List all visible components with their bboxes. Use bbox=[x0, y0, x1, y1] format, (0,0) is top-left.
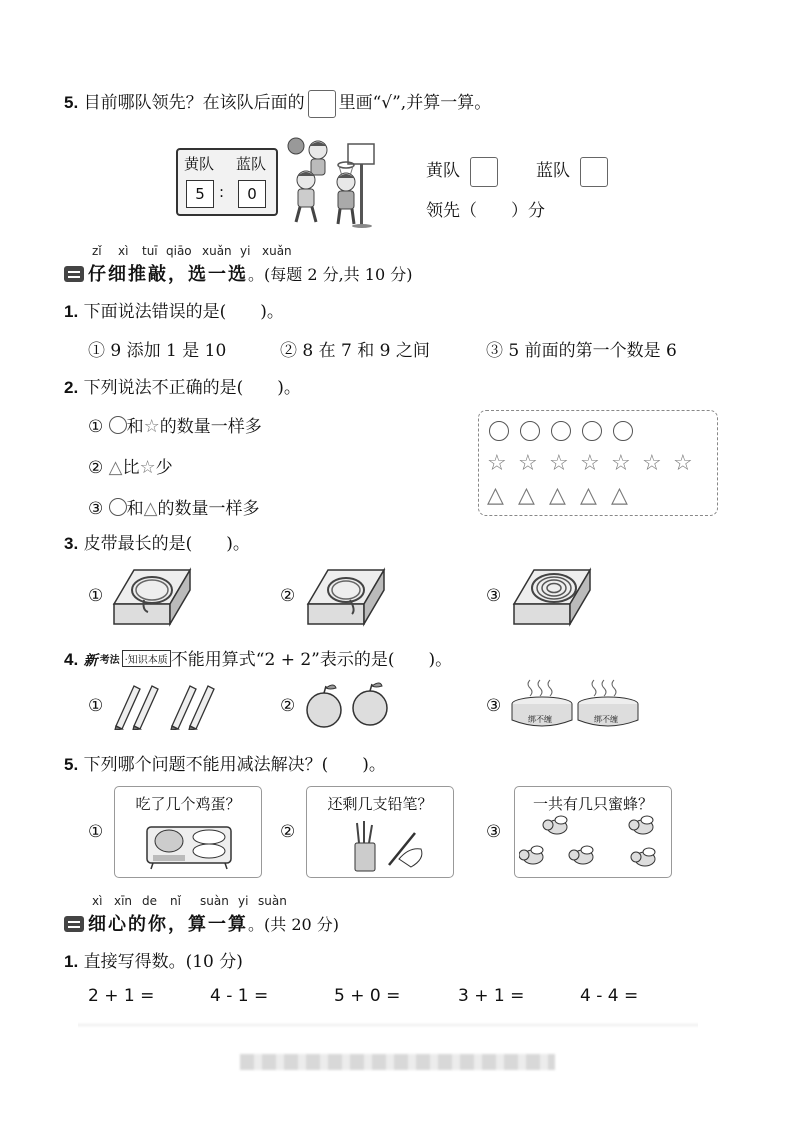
triangle-icon: △ bbox=[143, 498, 158, 519]
star-icon: ☆ bbox=[673, 451, 693, 476]
s1q2-opt1-and: 和 bbox=[126, 417, 144, 437]
belt-box-2 bbox=[306, 560, 386, 628]
s1q5-text: 下列哪个问题不能用减法解决？( )。 bbox=[83, 755, 386, 775]
s1q3-mark-3[interactable]: ③ bbox=[486, 586, 502, 606]
q5-text-before: 目前哪队领先？在该队后面的 bbox=[83, 93, 305, 113]
calc-expr-2[interactable]: 4 - 1 = bbox=[210, 986, 269, 1006]
panel-bees bbox=[514, 786, 672, 878]
panel-pencils-title: 还剩几支铅笔？ bbox=[327, 795, 433, 813]
s1q1-text: 下面说法错误的是( )。 bbox=[83, 302, 284, 322]
badge-knowledge: ·知识本质 bbox=[122, 650, 171, 667]
scoreboard bbox=[176, 148, 278, 216]
q5-number: 5. bbox=[64, 93, 79, 112]
s2q1-number: 1. bbox=[64, 952, 79, 971]
s1q4-mark-3[interactable]: ③ bbox=[486, 696, 502, 716]
pencil-cup-icon bbox=[345, 819, 429, 873]
s1q2-number: 2. bbox=[64, 378, 79, 397]
bowls-illustration bbox=[510, 676, 642, 732]
yellow-team-label: 黄队 bbox=[426, 161, 460, 181]
panel-bees-title: 一共有几只蜜蜂？ bbox=[532, 795, 653, 813]
s1q3-number: 3. bbox=[64, 534, 79, 553]
s1q2-line bbox=[64, 373, 301, 398]
apples-illustration bbox=[302, 680, 392, 730]
triangle-icon: △ bbox=[487, 483, 504, 508]
pinyin-7: suàn bbox=[258, 894, 287, 908]
calc-expr-4[interactable]: 3 + 1 = bbox=[458, 986, 525, 1006]
section2-title bbox=[64, 910, 339, 936]
calc-expr-3[interactable]: 5 + 0 = bbox=[334, 986, 401, 1006]
s1q4-mark-2[interactable]: ② bbox=[280, 696, 296, 716]
scoreboard-score-blue: 0 bbox=[238, 180, 266, 208]
faded-row-divider bbox=[78, 1022, 698, 1028]
pinyin-7: xuǎn bbox=[262, 244, 292, 258]
triangle-icon: △ bbox=[518, 483, 535, 508]
triangle-icon: △ bbox=[611, 483, 628, 508]
bowl-label-2: 绑不缠 bbox=[594, 715, 618, 724]
calc-expr-5[interactable]: 4 - 4 = bbox=[580, 986, 639, 1006]
pinyin-5: suàn bbox=[200, 894, 229, 908]
belt-box-1 bbox=[112, 560, 192, 628]
scoreboard-team-blue: 蓝队 bbox=[236, 155, 267, 173]
s1q4-line bbox=[64, 645, 452, 670]
circle-icon bbox=[489, 421, 509, 441]
section-list-icon bbox=[64, 916, 84, 932]
s1q2-option-1[interactable] bbox=[88, 412, 262, 437]
circle-icon bbox=[551, 421, 571, 441]
blue-team-row bbox=[536, 156, 608, 187]
s1q4-number: 4. bbox=[64, 650, 79, 669]
s1q5-mark-2[interactable]: ② bbox=[280, 822, 296, 842]
s1q2-opt1-tail: 的数量一样多 bbox=[159, 417, 262, 437]
circle-icon bbox=[109, 416, 127, 434]
panel-eggs-title: 吃了几个鸡蛋？ bbox=[135, 795, 241, 813]
pinyin-3: de bbox=[142, 894, 157, 908]
section-list-icon bbox=[64, 266, 84, 282]
s1q1-option-2[interactable]: ② 8 在 7 和 9 之间 bbox=[280, 341, 430, 361]
shapes-count-box bbox=[478, 410, 718, 516]
egg-tray-icon bbox=[143, 821, 235, 871]
lead-points-text[interactable]: 领先（ ）分 bbox=[426, 201, 545, 221]
bowl-label-1: 绑不缠 bbox=[528, 715, 552, 724]
star-icon: ☆ bbox=[143, 416, 160, 437]
panel-pencils bbox=[306, 786, 454, 878]
blue-team-check-box[interactable] bbox=[580, 157, 608, 187]
s1q3-line bbox=[64, 529, 250, 554]
s1q2-opt3-mark: ③ bbox=[88, 499, 104, 519]
s1q1-line bbox=[64, 297, 284, 322]
scoreboard-team-yellow: 黄队 bbox=[184, 155, 215, 173]
pencils-illustration bbox=[112, 680, 216, 730]
pinyin-6: yi bbox=[240, 244, 251, 258]
circle-icon bbox=[109, 498, 127, 516]
s1q5-mark-3[interactable]: ③ bbox=[486, 822, 502, 842]
star-icon: ☆ bbox=[642, 451, 662, 476]
pinyin-6: yi bbox=[238, 894, 249, 908]
scoreboard-colon: : bbox=[219, 183, 225, 201]
scoreboard-score-yellow: 5 bbox=[186, 180, 214, 208]
s1q2-opt2-than: 比 bbox=[122, 458, 140, 478]
pinyin-2: xīn bbox=[114, 894, 133, 908]
s2q1-line bbox=[64, 947, 243, 972]
basketball-players-illustration bbox=[284, 132, 392, 228]
triangle-icon: △ bbox=[580, 483, 597, 508]
section1-title-text: 仔细推敲，选一选 bbox=[88, 264, 248, 285]
circle-icon bbox=[613, 421, 633, 441]
s1q2-opt3-and: 和 bbox=[126, 499, 144, 519]
badge-exam-method: 考法 bbox=[99, 655, 120, 666]
pinyin-2: xì bbox=[118, 244, 129, 258]
belt-box-3 bbox=[512, 560, 592, 628]
bees-icon bbox=[519, 815, 667, 875]
s1q1-option-3[interactable]: ③ 5 前面的第一个数是 6 bbox=[486, 341, 677, 361]
footer-blurred-bar bbox=[240, 1054, 555, 1070]
star-icon: ☆ bbox=[487, 451, 507, 476]
s1q4-mark-1[interactable]: ① bbox=[88, 696, 104, 716]
s1q2-option-3[interactable] bbox=[88, 494, 260, 519]
circle-icon bbox=[582, 421, 602, 441]
pinyin-1: xì bbox=[92, 894, 103, 908]
section2-title-text: 细心的你，算一算 bbox=[88, 914, 248, 935]
s1q2-text: 下列说法不正确的是( )。 bbox=[83, 378, 301, 398]
pinyin-3: tuī bbox=[142, 244, 158, 258]
s1q5-line bbox=[64, 750, 386, 775]
s1q2-opt2-mark: ② bbox=[88, 458, 104, 478]
q5-text-after: 里画“√”,并算一算。 bbox=[338, 93, 492, 113]
pinyin-4: nǐ bbox=[170, 894, 181, 908]
calc-expr-1[interactable]: 2 + 1 = bbox=[88, 986, 155, 1006]
s1q5-number: 5. bbox=[64, 755, 79, 774]
s2q1-text: 直接写得数。(10 分) bbox=[83, 952, 243, 972]
blue-team-label: 蓝队 bbox=[536, 161, 570, 181]
s1q5-mark-1[interactable]: ① bbox=[88, 822, 104, 842]
s1q2-opt2-tail: 少 bbox=[155, 458, 173, 478]
s1q1-number: 1. bbox=[64, 302, 79, 321]
star-icon: ☆ bbox=[580, 451, 600, 476]
triangle-icon: △ bbox=[549, 483, 566, 508]
star-icon: ☆ bbox=[139, 457, 156, 478]
star-icon: ☆ bbox=[518, 451, 538, 476]
q5-answer-box-example bbox=[308, 90, 336, 118]
section2-note: 。(共 20 分) bbox=[248, 915, 340, 934]
s1q2-opt1-mark: ① bbox=[88, 417, 104, 437]
panel-eggs bbox=[114, 786, 262, 878]
yellow-team-row bbox=[426, 156, 498, 187]
q5-top-line bbox=[64, 88, 491, 118]
s1q3-text: 皮带最长的是( )。 bbox=[83, 534, 250, 554]
circle-icon bbox=[520, 421, 540, 441]
yellow-team-check-box[interactable] bbox=[470, 157, 498, 187]
pinyin-5: xuǎn bbox=[202, 244, 232, 258]
pinyin-1: zǐ bbox=[92, 244, 102, 258]
section1-note: 。(每题 2 分,共 10 分) bbox=[248, 265, 413, 284]
pinyin-4: qiāo bbox=[166, 244, 192, 258]
s1q2-opt3-tail: 的数量一样多 bbox=[157, 499, 260, 519]
badge-new-icon: 新 bbox=[83, 653, 98, 669]
section1-title bbox=[64, 260, 412, 286]
s1q1-option-1[interactable]: ① 9 添加 1 是 10 bbox=[88, 341, 227, 361]
s1q3-mark-1[interactable]: ① bbox=[88, 586, 104, 606]
s1q2-option-2[interactable] bbox=[88, 453, 173, 478]
s1q3-mark-2[interactable]: ② bbox=[280, 586, 296, 606]
s1q4-text: 不能用算式“2 + 2”表示的是( )。 bbox=[170, 650, 453, 670]
triangle-icon: △ bbox=[108, 457, 123, 478]
star-icon: ☆ bbox=[611, 451, 631, 476]
star-icon: ☆ bbox=[549, 451, 569, 476]
